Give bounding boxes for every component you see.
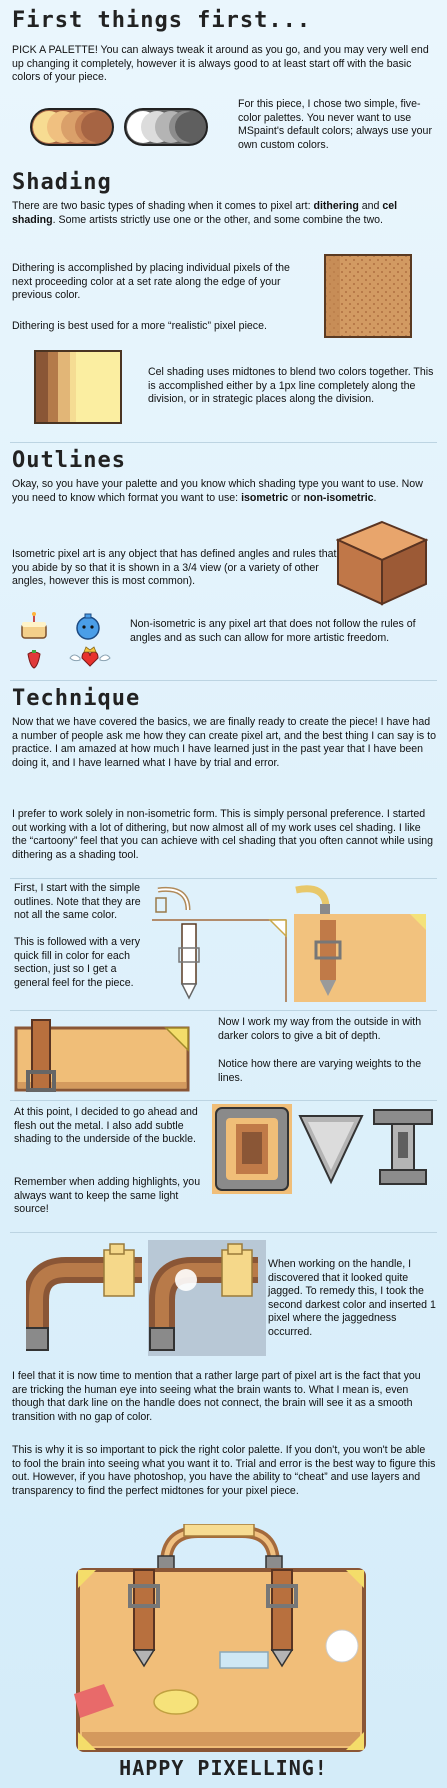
depth-sketch: [12, 1016, 192, 1094]
step-metal-text: At this point, I decided to go ahead and flesh out the metal. I also add subtle shading to the underside of the buckle.: [14, 1106, 198, 1146]
handle-comparison: [26, 1240, 266, 1356]
isometric-term: isometric: [241, 491, 289, 504]
suitcase-label: [220, 1652, 268, 1668]
strawberry-icon: [28, 650, 40, 668]
warm-palette: [31, 109, 113, 145]
divider: [10, 1100, 437, 1101]
closing-paragraph-2: This is why it is so important to pick the right color palette. If you don't, you won't be able to fool the brain into seeing what you want it to. Trial and error is the best way to figure this out. However, if you have photoshop, you have the ability to “cheat” and use layers and transparency to find the perfect midtones for your pixel piece.: [12, 1444, 436, 1497]
divider: [10, 680, 437, 681]
dithering-term: dithering: [313, 200, 359, 212]
intro-paragraph: PICK A PALETTE! You can always tweak it around as you go, and you may very well end up changing it completely, however it is always good to at least start off with the basic colors of your piece.: [12, 44, 429, 84]
dithering-note: Dithering is best used for a more “realistic” pixel piece.: [12, 320, 267, 332]
step-outlines-text: First, I start with the simple outlines. Note that they are not all the same color.: [14, 882, 141, 922]
cake-icon: [22, 612, 46, 638]
suitcase-handle: [158, 1524, 282, 1570]
step-highlights-text: Remember when adding highlights, you always want to keep the same light source!: [14, 1176, 201, 1216]
handle-before: [26, 1244, 142, 1350]
divider: [10, 878, 437, 879]
isometric-description: Isometric pixel art is any object that has defined angles and rules that you abide by so that it is shown in a 3/4 view (or a variety of other angles, however this is most common).: [12, 548, 337, 588]
divider: [10, 1010, 437, 1011]
shading-intro: There are two basic types of shading when it comes to pixel art: dithering and cel shading. Some artists strictly use one or the other, and some combine the two.: [12, 200, 398, 226]
flat-fill-sketch: [290, 884, 430, 1004]
suitcase-sticker-oval: [154, 1690, 198, 1714]
buckle-tip: [300, 1116, 362, 1182]
palette-caption: For this piece, I chose two simple, five-color palettes. You never want to use MSpaint's default colors; always use your own custom colors.: [238, 98, 432, 151]
divider: [10, 442, 437, 443]
technique-preference: I prefer to work solely in non-isometric form. This is simply personal preference. I started out working with a lot of dithering, but now almost all of my work uses cel shading. I like the “cartoony” feel that you can achieve with cel shading that you often cannot while using dithering as a shading tool.: [12, 808, 434, 861]
technique-heading: Technique: [12, 686, 141, 711]
intro-heading: First things first...: [12, 8, 312, 33]
non-isometric-description: Non-isometric is any pixel art that does not follow the rules of angles and as such can allow for more artistic freedom.: [130, 618, 416, 644]
suitcase-strap-left: [130, 1570, 158, 1666]
cel-shading-term: cel shading: [12, 200, 398, 226]
step-handle-text: When working on the handle, I discovered that it looked quite jagged. To remedy this, I took the second darkest color and inserted 1 pixel where the jaggedness occurred.: [268, 1258, 436, 1338]
step-line-weights-text: Notice how there are varying weights to the lines.: [218, 1058, 422, 1084]
outline-sketch: [152, 884, 290, 1004]
buckle-closeup: [212, 1104, 292, 1194]
blue-creature-icon: [77, 614, 99, 639]
step-depth-text: Now I work my way from the outside in with darker colors to give a bit of depth.: [218, 1016, 422, 1042]
step-fill-text: This is followed with a very quick fill in color for each section, just so I get a general feel for the piece.: [14, 936, 140, 989]
winged-heart-icon: [70, 647, 110, 666]
cel-shading-description: Cel shading uses midtones to blend two colors together. This is accomplished either by a 1px line completely along the division, or in strategic places along the division.: [148, 366, 434, 406]
suitcase-strap-right: [268, 1570, 296, 1666]
non-isometric-term: non-isometric: [303, 491, 374, 504]
non-isometric-examples: [18, 610, 118, 670]
final-suitcase: [74, 1524, 368, 1754]
gray-palette: [125, 109, 207, 145]
technique-intro: Now that we have covered the basics, we are finally ready to create the piece! I have had a number of people ask me how they can create pixel art, and the best thing I can say is to practice. I am amazed at how much I have learned just in the past year that I have been doing it, and I have learned what I have by trial and error.: [12, 716, 436, 769]
dithering-description: Dithering is accomplished by placing individual pixels of the next proceeding color at a set rate along the edge of your previous color.: [12, 262, 290, 302]
outlines-intro: Okay, so you have your palette and you know which shading type you want to use. Now you need to know which format you want to use: isometric or non-isometric.: [12, 478, 423, 504]
closing-paragraph-1: I feel that it is now time to mention that a rather large part of pixel art is the fact that you are tricking the human eye into seeing what the brain wants to. What I mean is, even though that dark line on the handle does not connect, the brain will see it as a smooth transition with no gap of color.: [12, 1370, 421, 1423]
outlines-heading: Outlines: [12, 448, 126, 473]
handle-bracket: [374, 1110, 432, 1184]
dithering-example: [324, 254, 412, 338]
cel-shading-example: [34, 350, 122, 424]
isometric-cube: [336, 520, 428, 606]
divider: [10, 1232, 437, 1233]
suitcase-sticker-circle: [326, 1630, 358, 1662]
shading-heading: Shading: [12, 170, 112, 195]
color-palettes: [30, 108, 208, 148]
sign-off: HAPPY PIXELLING!: [119, 1756, 328, 1780]
metal-details: [212, 1104, 434, 1198]
